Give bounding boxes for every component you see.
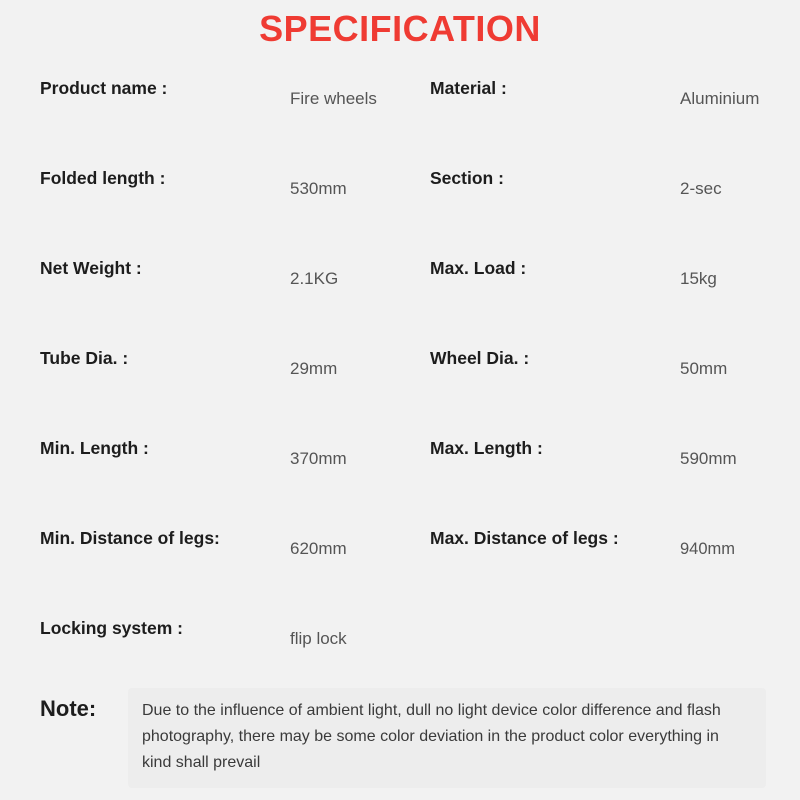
spec-value: Fire wheels: [290, 89, 377, 108]
spec-value: 2-sec: [680, 179, 722, 198]
spec-value: 590mm: [680, 449, 737, 468]
table-row: [40, 528, 770, 618]
spec-label: Section :: [430, 168, 504, 188]
spec-label: Max. Load :: [430, 258, 527, 278]
spec-value: 620mm: [290, 539, 347, 558]
note-section: [40, 688, 766, 788]
spec-cell-left: [40, 618, 430, 648]
spec-value: Aluminium: [680, 89, 760, 108]
spec-value: 50mm: [680, 359, 728, 378]
spec-cell-right: [430, 348, 770, 378]
spec-cell-right: [430, 78, 770, 108]
spec-cell-left: [40, 258, 430, 288]
spec-label: Net Weight :: [40, 258, 142, 278]
spec-label: Min. Distance of legs:: [40, 528, 220, 548]
note-box: [128, 688, 766, 788]
table-row: [40, 348, 770, 438]
spec-value: 29mm: [290, 359, 338, 378]
spec-label: Material :: [430, 78, 507, 98]
spec-cell-right: [430, 438, 770, 468]
table-row: [40, 168, 770, 258]
spec-label: Tube Dia. :: [40, 348, 129, 368]
spec-value: flip lock: [290, 629, 347, 648]
note-text: Due to the influence of ambient light, dull no light device color difference and flash photography, there may be some color deviation in the product color everything in kind shall prevail: [142, 702, 721, 771]
spec-label: Locking system :: [40, 618, 183, 638]
spec-label: Folded length :: [40, 168, 166, 188]
spec-value: 370mm: [290, 449, 347, 468]
page-title: SPECIFICATION: [259, 8, 541, 49]
table-row: [40, 438, 770, 528]
spec-value: 530mm: [290, 179, 347, 198]
note-label: Note:: [40, 696, 97, 721]
spec-cell-left: [40, 348, 430, 378]
spec-cell-left: [40, 528, 430, 558]
spec-label: Product name :: [40, 78, 168, 98]
spec-cell-left: [40, 78, 430, 108]
table-row: [40, 258, 770, 348]
spec-cell-right: [430, 168, 770, 198]
table-row: [40, 78, 770, 168]
spec-cell-right: [430, 258, 770, 288]
specification-table: [0, 78, 800, 708]
spec-cell-left: [40, 168, 430, 198]
spec-value: 2.1KG: [290, 269, 339, 288]
spec-label: Max. Length :: [430, 438, 543, 458]
spec-cell-left: [40, 438, 430, 468]
spec-label: Min. Length :: [40, 438, 149, 458]
spec-label: Max. Distance of legs :: [430, 528, 619, 548]
spec-value: 940mm: [680, 540, 736, 558]
spec-label: Wheel Dia. :: [430, 348, 530, 368]
spec-cell-right: [430, 528, 770, 558]
spec-value: 15kg: [680, 269, 717, 288]
